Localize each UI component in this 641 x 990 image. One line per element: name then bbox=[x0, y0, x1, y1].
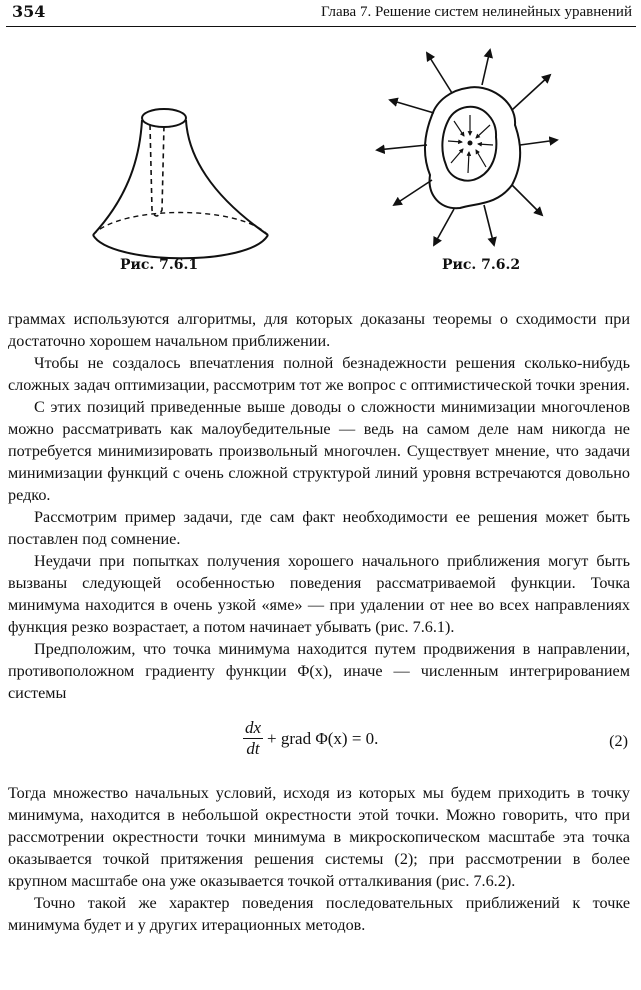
well-shaft bbox=[150, 125, 164, 216]
paragraph: С этих позиций приведенные выше доводы о сложности минимизации многочленов можно рассматривать как малоубедительные — ведь на самом деле нам никогда не потребуется минимизировать произвольный многочлен. Существует мнение, что задачи минимизации функций с очень сложной структурой линий уровня встречаются довольно редко. bbox=[8, 398, 630, 504]
running-head: Глава 7. Решение систем нелинейных уравнений bbox=[320, 4, 632, 20]
funnel-base-front bbox=[93, 235, 268, 258]
paragraph: Чтобы не создалось впечатления полной безнадежности решения сколько-нибудь сложных задач оптимизации, рассмотрим тот же вопрос с оптимистической точки зрения. bbox=[8, 354, 630, 394]
numerator: dx bbox=[245, 718, 262, 737]
paragraph: граммах используются алгоритмы, для которых доказаны теоремы о сходимости при достаточно хорошем начальном приближении. bbox=[8, 310, 630, 350]
paragraph: Тогда множество начальных условий, исходя из которых мы будем приходить в точку минимума, находится в небольшой окрестности этой точки. Можно говорить, что при рассмотрении окрестности точки минимума в микроскопическом масштабе эта точка оказывается точкой притяжения решения системы (2); при рассмотрении в более крупном масштабе она уже оказывается точкой отталкивания (рис. 7.6.2). bbox=[8, 784, 630, 890]
equation-number: (2) bbox=[609, 732, 628, 750]
outer-boundary bbox=[425, 87, 520, 208]
funnel-top-ellipse bbox=[142, 109, 186, 127]
denominator: dt bbox=[246, 739, 260, 758]
minimum-point bbox=[468, 141, 473, 146]
paragraph: Предположим, что точка минимума находится путем продвижения в направлении, противоположном градиенту функции Φ(x), иначе — численным интегрированием системы bbox=[8, 640, 630, 702]
figure-caption-7-6-1: Рис. 7.6.1 bbox=[120, 257, 199, 273]
page-number: 354 bbox=[12, 2, 46, 21]
equation-body bbox=[243, 718, 378, 759]
paragraph: Рассмотрим пример задачи, где сам факт необходимости ее решения может быть поставлен под сомнение. bbox=[8, 508, 630, 548]
derivative-fraction bbox=[243, 718, 263, 759]
equation-rest: + grad Φ(x) = 0. bbox=[267, 728, 379, 748]
paragraph: Неудачи при попытках получения хорошего начального приближения могут быть вызваны следующей особенностью поведения рассматриваемой функции. Точка минимума находится в очень узкой «яме» — при удалении от нее во всех направлениях функция резко возрастает, а потом начинает убывать (рис. 7.6.1). bbox=[8, 552, 630, 636]
body-text bbox=[8, 308, 630, 936]
funnel-left-profile bbox=[93, 120, 142, 235]
funnel-right-profile bbox=[186, 120, 268, 235]
figure-7-6-2 bbox=[372, 45, 562, 285]
paragraph: Точно такой же характер поведения последовательных приближений к точке минимума будет и у других итерационных методов. bbox=[8, 894, 630, 934]
page-header bbox=[6, 0, 636, 27]
figure-caption-7-6-2: Рис. 7.6.2 bbox=[442, 257, 521, 273]
equation-2 bbox=[8, 712, 630, 776]
